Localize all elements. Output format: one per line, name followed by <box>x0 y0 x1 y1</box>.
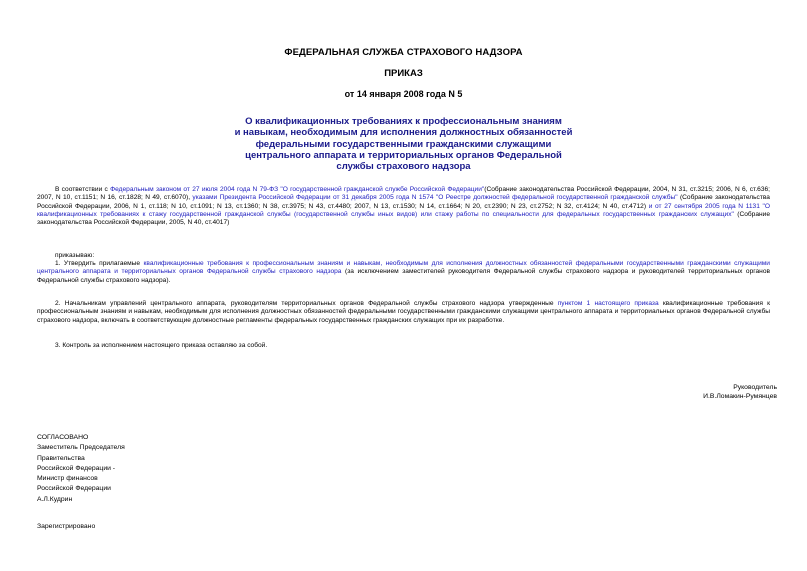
agreed-line: Министр финансов <box>37 475 98 483</box>
item-text: 1. Утвердить прилагаемые <box>55 260 144 267</box>
preamble-text: В соответствии с <box>55 186 111 193</box>
agreed-line: Российской Федерации <box>37 485 111 493</box>
item-text: (за исключением заместителей руководителя Федеральной службы страхового надзора и руководителей территориальных органов Федеральной службы страхового надзора). <box>37 268 770 284</box>
agreed-line: Российской Федерации - <box>37 464 116 472</box>
item-text: квалификационные требования к профессиональным знаниям и навыкам, необходимым для исполнения должностных обязанностей федеральными государственными гражданскими служащими центрального аппарата и территориальных органов Федеральной службы страхового надзора, включать в соответствующие должностные регламенты федеральных государственных гражданских служащих при их разработке. <box>37 300 770 324</box>
date-line: от 14 января 2008 года N 5 <box>344 89 463 99</box>
agreed-line: Заместитель Председателя <box>37 444 125 452</box>
signature-block <box>703 383 777 402</box>
clause-1-link[interactable]: пунктом 1 настоящего приказа <box>557 300 659 307</box>
item-2-paragraph <box>37 300 770 325</box>
title-line: и навыкам, необходимым для исполнения должностных обязанностей <box>234 127 573 139</box>
decree-1131-link[interactable]: и от 27 сентября 2005 года N 1131 "О квалификационных требованиях к стажу государственной гражданской службы (государственной службы иных видов) или стажу работы по специальности для федеральных государственных гражданских служащих" <box>37 202 770 218</box>
title-line: службы страхового надзора <box>336 161 471 173</box>
registered-label: Зарегистрировано <box>37 523 96 530</box>
title-line: федеральными государственными гражданскими служащими <box>255 138 552 150</box>
preamble-text: (Собрание законодательства Российской Федерации, 2005, N 40, ст.4017) <box>37 210 771 227</box>
document-title <box>0 116 807 172</box>
preamble-paragraph <box>37 186 770 227</box>
preamble-text: (Собрание законодательства Российской Федерации, 2004, N 31, ст.3215; 2006, N 6, ст.636; 2007, N 10, ст.1151; N 16, ст.1828; N 49, ст.6070), <box>37 186 771 202</box>
item-3-paragraph: 3. Контроль за исполнением настоящего приказа оставляю за собой. <box>55 342 268 349</box>
item-text: 2. Начальникам управлений центрального аппарата, руководителям территориальных органов Федеральной службы страхового надзора утвержденные <box>55 300 558 307</box>
title-line: центрального аппарата и территориальных органов Федеральной <box>245 149 562 161</box>
agreed-label: СОГЛАСОВАНО <box>37 434 89 441</box>
agency-heading: ФЕДЕРАЛЬНАЯ СЛУЖБА СТРАХОВОГО НАДЗОРА <box>284 47 523 58</box>
signature-role: Руководитель <box>733 384 777 391</box>
presidential-decree-link[interactable]: указами Президента Российской Федерации от 31 декабря 2005 года N 1574 "О Реестре должностей федеральной государственной гражданской службы" <box>192 194 678 202</box>
federal-law-link[interactable]: Федеральным законом от 27 июля 2004 года N 79-ФЗ "О государственной гражданской службе Российской Федерации" <box>110 186 485 193</box>
agreed-block <box>37 433 125 505</box>
order-word: приказываю: <box>55 252 95 259</box>
item-1-paragraph <box>37 260 770 285</box>
signature-name: И.В.Ломакин-Румянцев <box>703 393 777 401</box>
title-line: О квалификационных требованиях к профессиональным знаниям <box>245 116 562 127</box>
doc-type-heading: ПРИКАЗ <box>384 68 423 79</box>
requirements-link[interactable]: квалификационные требования к профессиональным знаниям и навыкам, необходимым для исполнения должностных обязанностей федеральными государственными гражданскими служащими центрального аппарата и территориальных органов Федеральной службы страхового надзора <box>37 260 770 276</box>
agreed-line: Правительства <box>37 454 85 462</box>
preamble-text: (Собрание законодательства Российской Федерации, 2006, N 1, ст.118; N 10, ст.1091; N 13, ст.1360; N 38, ст.3975; N 43, ст.4480; 2007, N 13, ст.1530; N 14, ст.1664; N 20, ст.2390; N 23, ст.2752; N 32, ст.4124; N 40, ст.4712) <box>37 194 770 210</box>
agreed-line: А.Л.Кудрин <box>37 495 73 503</box>
